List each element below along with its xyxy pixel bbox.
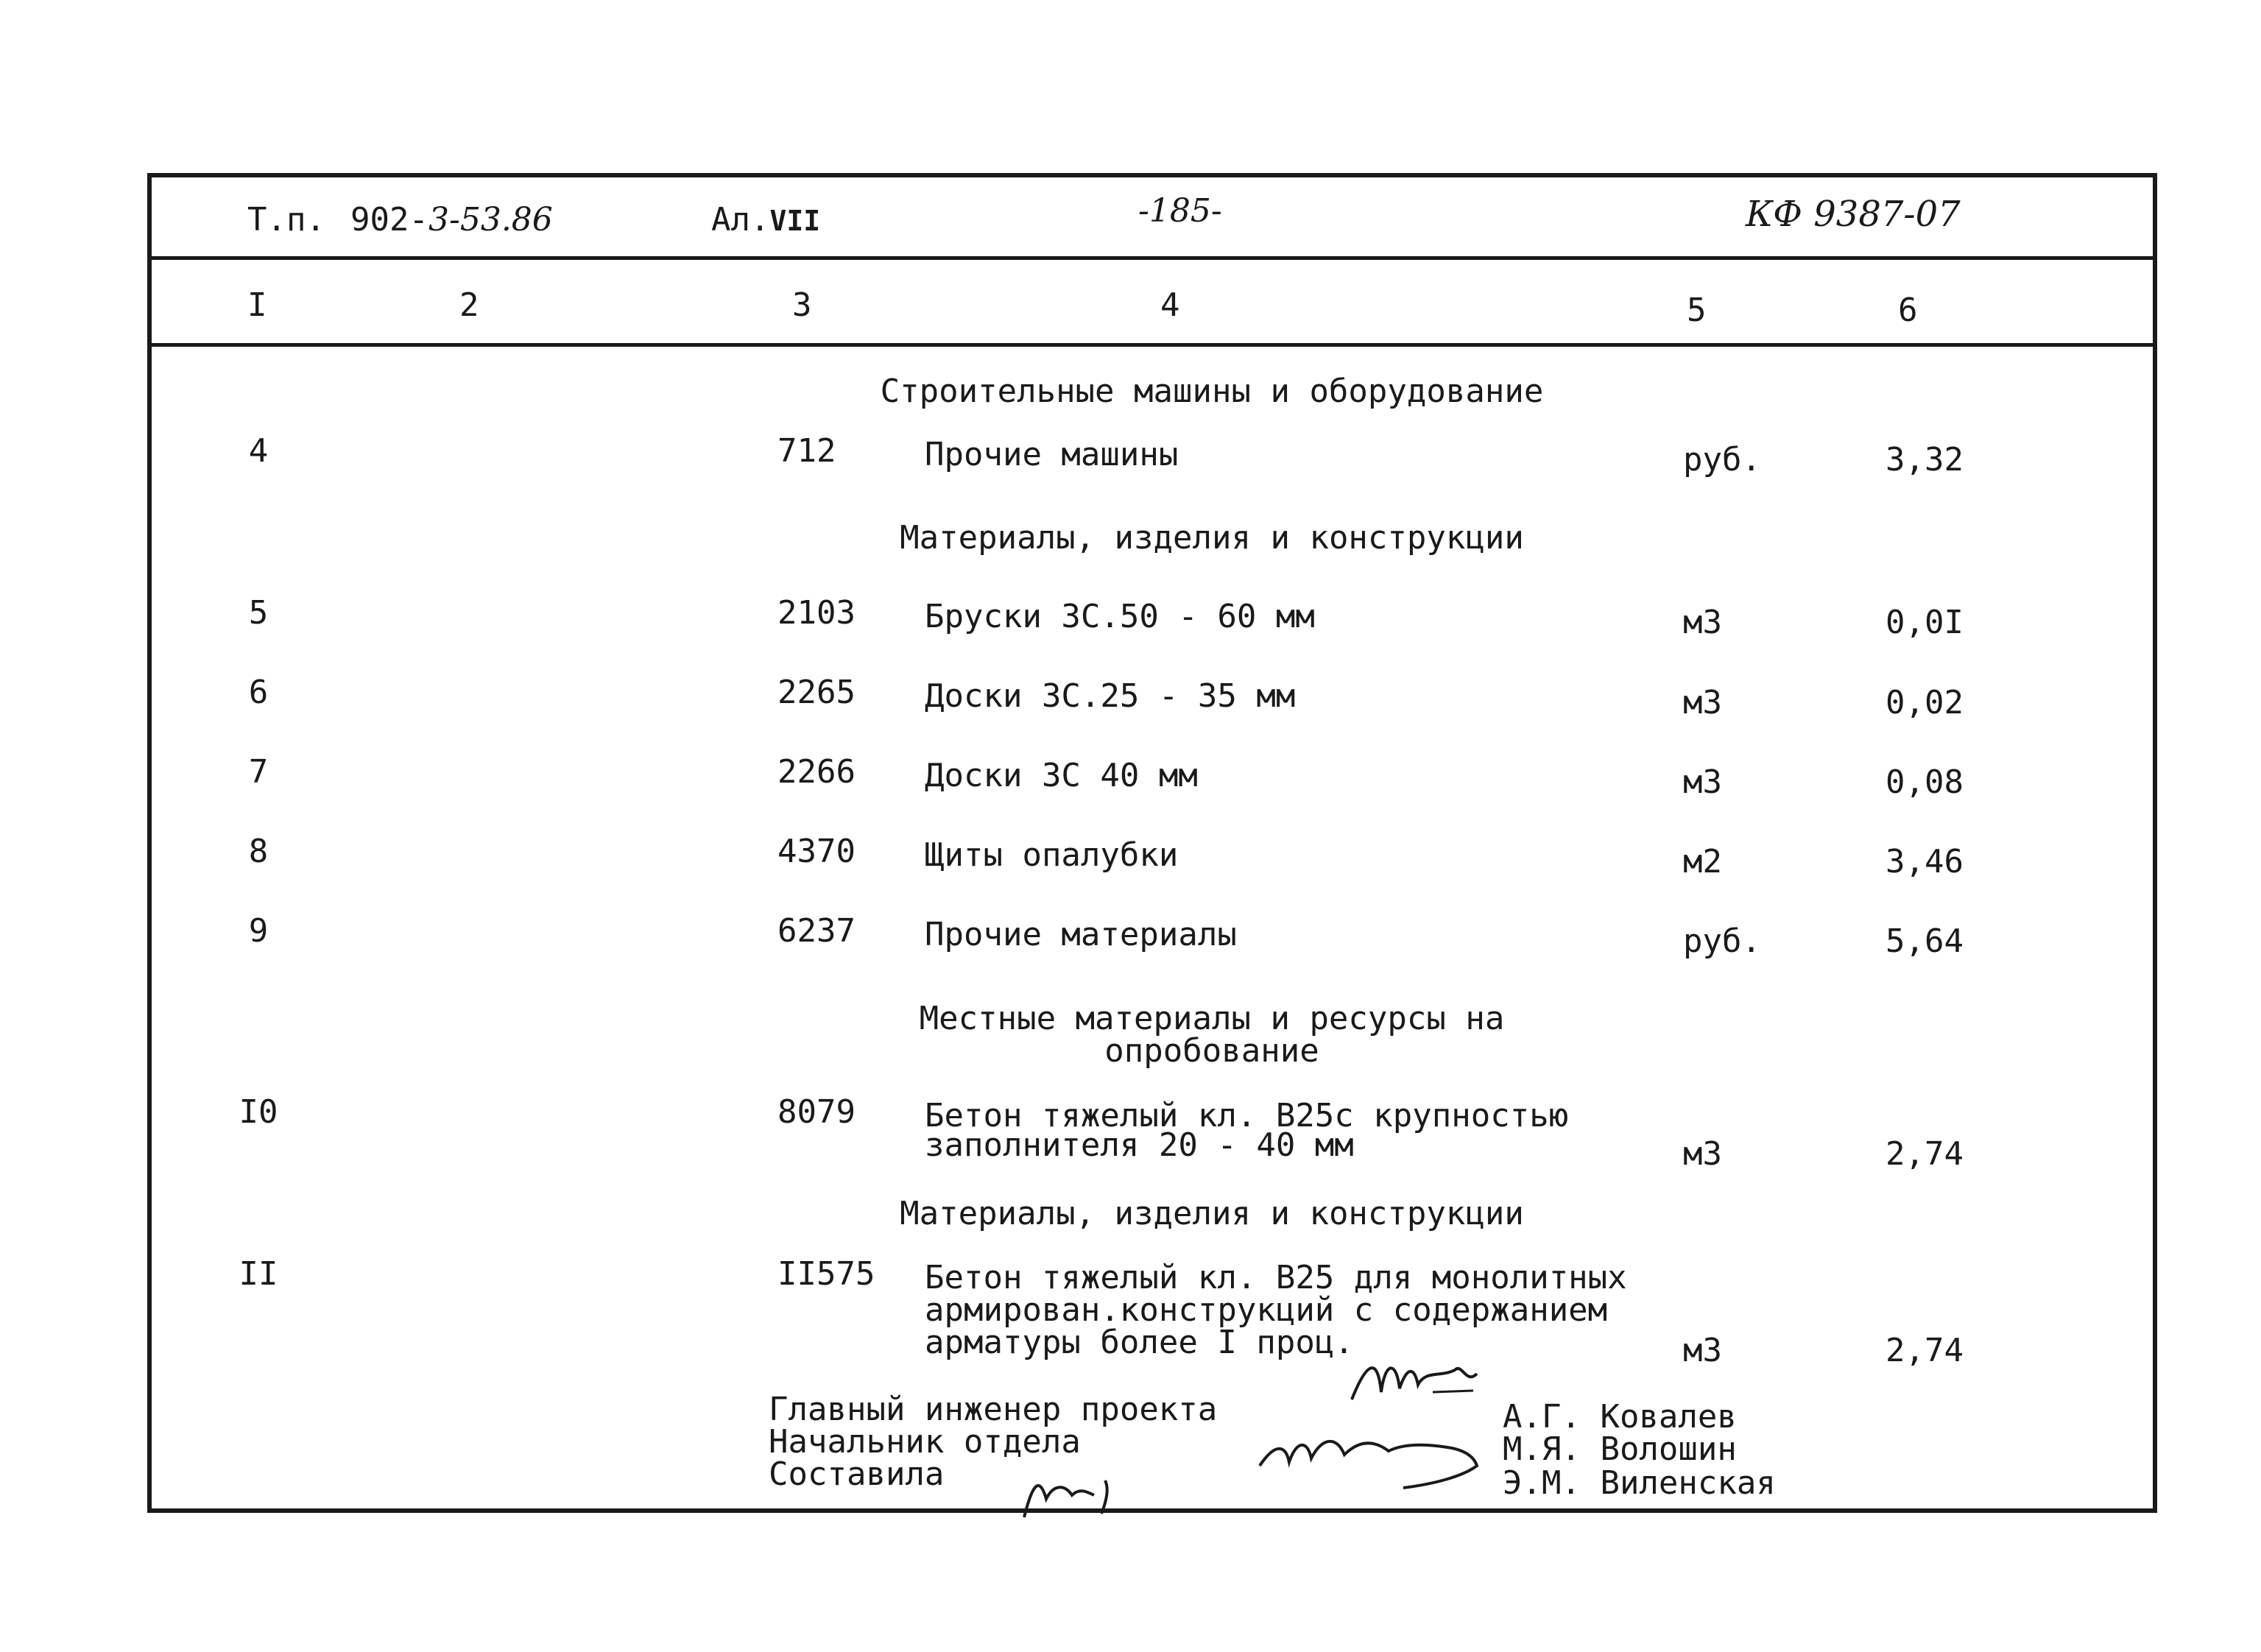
handwritten-signature-icon: [1013, 1458, 1138, 1525]
row-code: 4370: [777, 833, 856, 870]
row-code: II575: [777, 1255, 875, 1293]
row-unit: м3: [1683, 763, 1722, 801]
handwritten-signature-icon: [1344, 1348, 1492, 1422]
row-unit: м2: [1683, 843, 1722, 880]
row-code: 712: [777, 432, 836, 470]
row-name-line: Бетон тяжелый кл. В25с крупностью: [925, 1097, 1569, 1134]
signature-name: Э.М. Виленская: [1503, 1464, 1776, 1502]
row-name: Щиты опалубки: [925, 836, 1179, 874]
row-code: 2266: [777, 753, 856, 791]
col-header-2: 2: [459, 286, 479, 324]
row-name: Доски 3С 40 мм: [925, 757, 1198, 794]
row-name-line: заполнителя 20 - 40 мм: [925, 1126, 1354, 1164]
doc-prefix: Т.п.: [247, 201, 325, 239]
row-num: 8: [248, 833, 269, 870]
section-title: Материалы, изделия и конструкции: [900, 1195, 1524, 1232]
col-header-3: 3: [792, 286, 812, 324]
signature-title: Начальник отдела: [769, 1423, 1081, 1461]
row-num: 5: [248, 594, 269, 632]
doc-number-handwritten: 3-53.86: [428, 201, 553, 239]
section-title: Материалы, изделия и конструкции: [900, 519, 1524, 557]
row-code: 2103: [777, 594, 856, 632]
signature-name: А.Г. Ковалев: [1503, 1398, 1737, 1436]
row-unit: м3: [1683, 684, 1722, 721]
col-header-6: 6: [1898, 292, 1918, 329]
row-value: 0,0I: [1886, 604, 1964, 641]
section-title-line: опробование: [1104, 1032, 1319, 1070]
row-name: Прочие материалы: [925, 916, 1237, 953]
row-name-line: Бетон тяжелый кл. В25 для монолитных: [925, 1259, 1627, 1296]
signature-title: Составила: [769, 1455, 945, 1493]
album-label: Ал.: [711, 201, 770, 239]
section-title-line: Местные материалы и ресурсы на: [919, 1000, 1505, 1037]
row-value: 2,74: [1886, 1135, 1964, 1173]
row-num: 4: [248, 432, 269, 470]
handwritten-signature-icon: [1256, 1414, 1492, 1495]
row-value: 2,74: [1886, 1332, 1964, 1369]
row-unit: м3: [1683, 604, 1722, 641]
signature-title: Главный инженер проекта: [769, 1391, 1218, 1428]
row-name: Доски 3С.25 - 35 мм: [925, 677, 1296, 715]
row-num: 9: [248, 912, 269, 950]
row-code: 8079: [777, 1093, 856, 1131]
row-code: 2265: [777, 674, 856, 711]
signature-name: М.Я. Волошин: [1503, 1430, 1737, 1468]
col-header-5: 5: [1687, 292, 1707, 329]
row-num: II: [239, 1255, 278, 1293]
row-value: 3,32: [1886, 441, 1964, 479]
doc-code: КФ 9387-07: [1746, 194, 1961, 235]
row-unit: руб.: [1683, 441, 1761, 479]
page-marker: -185-: [1138, 192, 1222, 230]
row-unit: м3: [1683, 1135, 1722, 1173]
row-name: Прочие машины: [925, 436, 1179, 473]
doc-number-print: 902-: [350, 201, 428, 239]
column-header-divider: [152, 343, 2153, 347]
album: [711, 201, 820, 239]
doc-number: [350, 201, 553, 239]
document-frame: [147, 173, 2157, 1513]
row-num: 6: [248, 674, 269, 711]
col-header-1: I: [247, 286, 267, 324]
row-name-line: армирован.конструкций с содержанием: [925, 1291, 1608, 1329]
row-num: I0: [239, 1093, 278, 1131]
col-header-4: 4: [1160, 286, 1180, 324]
row-value: 5,64: [1886, 922, 1964, 960]
row-value: 0,02: [1886, 684, 1964, 721]
row-num: 7: [248, 753, 269, 791]
section-title: Строительные машины и оборудование: [880, 373, 1544, 410]
row-value: 3,46: [1886, 843, 1964, 880]
row-unit: руб.: [1683, 922, 1761, 960]
row-unit: м3: [1683, 1332, 1722, 1369]
row-name-line: арматуры более I проц.: [925, 1324, 1354, 1361]
row-value: 0,08: [1886, 763, 1964, 801]
row-name: Бруски 3С.50 - 60 мм: [925, 598, 1315, 635]
row-code: 6237: [777, 912, 856, 950]
header-divider: [152, 256, 2153, 260]
album-number: VII: [769, 205, 821, 237]
